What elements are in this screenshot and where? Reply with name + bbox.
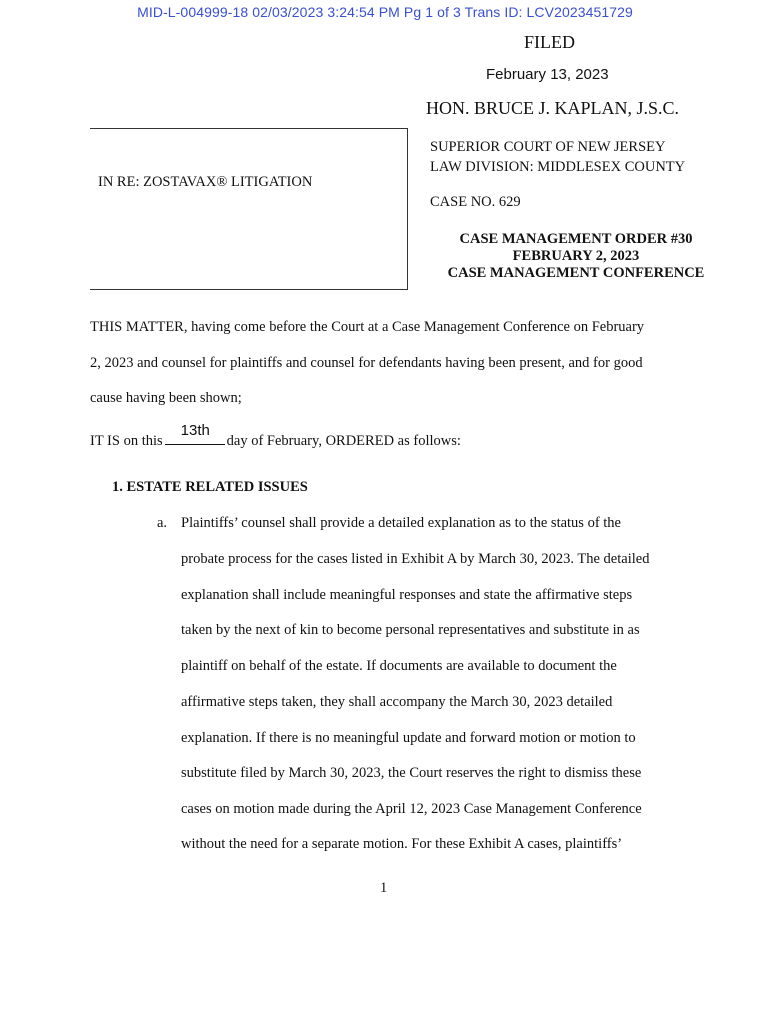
filed-label: FILED — [524, 32, 575, 52]
item-line: Plaintiffs’ counsel shall provide a detailed explanation as to the status of the — [181, 515, 621, 531]
item-line: taken by the next of kin to become personal representatives and substitute in as — [181, 622, 640, 638]
filing-header-stamp: MID-L-004999-18 02/03/2023 3:24:54 PM Pg 1 of 3 Trans ID: LCV2023451729 — [137, 4, 633, 20]
filed-date: February 13, 2023 — [486, 66, 609, 83]
day-value: 13th — [180, 422, 210, 439]
intro-line: 2, 2023 and counsel for plaintiffs and counsel for defendants having been present, and for good — [90, 355, 643, 371]
item-line: substitute filed by March 30, 2023, the Court reserves the right to dismiss these — [181, 765, 642, 781]
section-heading: 1. ESTATE RELATED ISSUES — [112, 479, 308, 495]
court-name: SUPERIOR COURT OF NEW JERSEY — [430, 139, 666, 155]
item-line: plaintiff on behalf of the estate. If documents are available to document the — [181, 658, 617, 674]
ordered-prefix: IT IS on this — [90, 433, 163, 449]
page-number: 1 — [380, 880, 388, 896]
order-date: FEBRUARY 2, 2023 — [512, 248, 640, 264]
day-field[interactable] — [165, 422, 225, 445]
caption-title: IN RE: ZOSTAVAX® LITIGATION — [98, 174, 313, 190]
order-subtitle: CASE MANAGEMENT CONFERENCE — [447, 265, 705, 281]
item-line: probate process for the cases listed in Exhibit A by March 30, 2023. The detailed — [181, 551, 650, 567]
ordered-line — [90, 422, 461, 450]
item-label: a. — [157, 515, 168, 531]
court-info — [430, 137, 685, 177]
ordered-suffix: day of February, ORDERED as follows: — [226, 433, 461, 449]
item-line: explanation shall include meaningful responses and state the affirmative steps — [181, 587, 633, 603]
order-title-block — [430, 231, 722, 282]
case-number: CASE NO. 629 — [430, 194, 521, 210]
intro-line: THIS MATTER, having come before the Court at a Case Management Conference on February — [90, 319, 645, 335]
item-line: affirmative steps taken, they shall accompany the March 30, 2023 detailed — [181, 694, 613, 710]
judge-name: HON. BRUCE J. KAPLAN, J.S.C. — [426, 98, 680, 118]
order-title: CASE MANAGEMENT ORDER #30 — [459, 231, 693, 247]
item-line: cases on motion made during the April 12, 2023 Case Management Conference — [181, 801, 642, 817]
caption-box — [90, 128, 408, 290]
intro-line: cause having been shown; — [90, 390, 242, 406]
court-division: LAW DIVISION: MIDDLESEX COUNTY — [430, 159, 686, 175]
item-line: explanation. If there is no meaningful update and forward motion or motion to — [181, 730, 636, 746]
item-line: without the need for a separate motion. For these Exhibit A cases, plaintiffs’ — [181, 836, 623, 852]
